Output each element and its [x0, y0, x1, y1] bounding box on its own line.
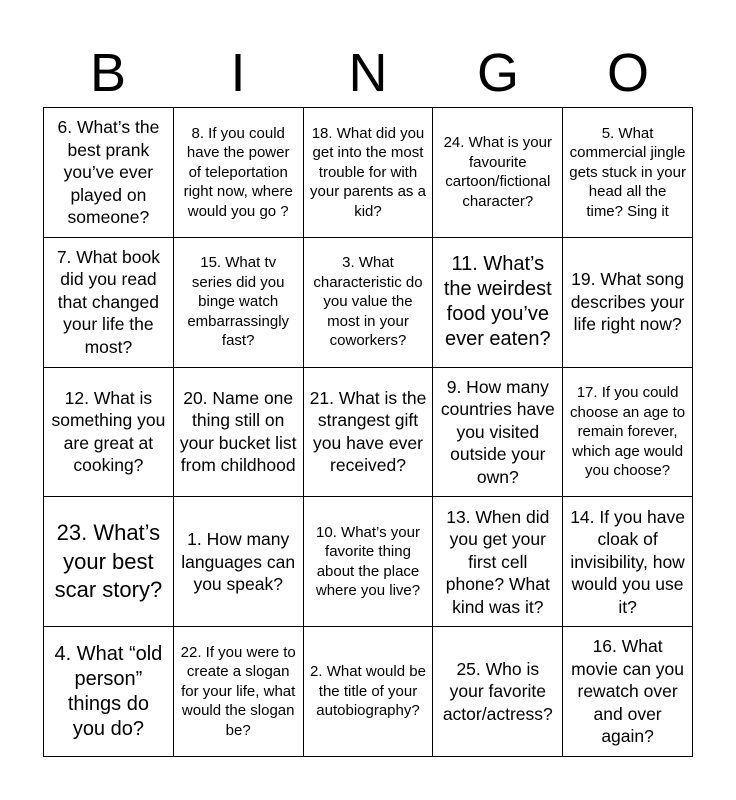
bingo-card-grid [43, 107, 693, 757]
bingo-cell-text: 18. What did you get into the most trouble for with your parents as a kid? [310, 124, 426, 220]
bingo-cell[interactable] [304, 368, 434, 498]
bingo-cell[interactable] [174, 497, 304, 627]
bingo-cell-text: 6. What’s the best prank you’ve ever played on someone? [57, 117, 160, 228]
bingo-cell-text: 8. If you could have the power of teleportation right now, where would you go ? [183, 124, 293, 220]
bingo-cell-text: 12. What is something you are great at cooking? [51, 387, 166, 476]
bingo-cell-text: 19. What song describes your life right now? [570, 269, 685, 335]
bingo-cell-text: 5. What commercial jingle gets stuck in your head all the time? Sing it [569, 124, 686, 220]
header-letter-o: O [606, 43, 649, 103]
bingo-cell-text: 13. When did you get your first cell phone? What kind was it? [445, 506, 550, 617]
bingo-cell-text: 23. What’s your best scar story? [54, 520, 163, 603]
bingo-cell[interactable] [433, 108, 563, 238]
bingo-cell[interactable] [304, 497, 434, 627]
bingo-cell[interactable] [563, 108, 693, 238]
header-letter-b: B [89, 43, 127, 103]
bingo-cell[interactable] [433, 627, 563, 757]
bingo-cell[interactable] [563, 497, 693, 627]
header-letter-n: N [348, 43, 388, 103]
bingo-cell[interactable] [563, 627, 693, 757]
bingo-cell-text: 24. What is your favourite cartoon/fictional character? [443, 134, 552, 210]
bingo-cell[interactable] [433, 368, 563, 498]
bingo-cell[interactable] [44, 108, 174, 238]
bingo-cell[interactable] [174, 627, 304, 757]
bingo-cell-text: 4. What “old person” things do you do? [54, 642, 163, 740]
bingo-cell-text: 15. What tv series did you binge watch embarrassingly fast? [187, 254, 290, 350]
bingo-cell-text: 9. How many countries have you visited outside your own? [440, 376, 555, 487]
bingo-header [43, 40, 693, 106]
bingo-cell-text: 7. What book did you read that changed your life the most? [56, 246, 160, 357]
bingo-cell[interactable] [433, 497, 563, 627]
bingo-cell[interactable] [563, 238, 693, 368]
bingo-cell[interactable] [433, 238, 563, 368]
bingo-cell[interactable] [304, 108, 434, 238]
bingo-cell-text: 14. If you have cloak of invisibility, how would you use it? [570, 506, 685, 617]
bingo-cell-text: 25. Who is your favorite actor/actress? [442, 658, 553, 724]
bingo-cell[interactable] [44, 627, 174, 757]
bingo-cell[interactable] [44, 368, 174, 498]
bingo-cell-text: 21. What is the strangest gift you have ever received? [309, 387, 427, 476]
header-letter-g: G [476, 43, 519, 103]
bingo-cell[interactable] [174, 368, 304, 498]
bingo-cell[interactable] [304, 627, 434, 757]
bingo-cell-text: 11. What’s the weirdest food you’ve ever eaten? [443, 253, 552, 351]
bingo-cell[interactable] [44, 238, 174, 368]
bingo-cell-text: 10. What’s your favorite thing about the place where you live? [315, 523, 421, 600]
bingo-cell[interactable] [563, 368, 693, 498]
bingo-cell-text: 2. What would be the title of your autobiography? [310, 663, 426, 720]
bingo-cell-text: 17. If you could choose an age to remain forever, which age would you choose? [570, 384, 686, 480]
bingo-cell[interactable] [44, 497, 174, 627]
bingo-cell[interactable] [304, 238, 434, 368]
bingo-cell[interactable] [174, 238, 304, 368]
bingo-cell[interactable] [174, 108, 304, 238]
header-letter-i: I [230, 43, 246, 103]
bingo-cell-text: 3. What characteristic do you value the most in your coworkers? [313, 254, 423, 350]
bingo-cell-text: 1. How many languages can you speak? [181, 529, 296, 595]
bingo-cell-text: 22. If you were to create a slogan for your life, what would the slogan be? [180, 643, 296, 739]
bingo-cell-text: 20. Name one thing still on your bucket list from childhood [179, 387, 297, 476]
bingo-cell-text: 16. What movie can you rewatch over and over again? [571, 636, 685, 747]
